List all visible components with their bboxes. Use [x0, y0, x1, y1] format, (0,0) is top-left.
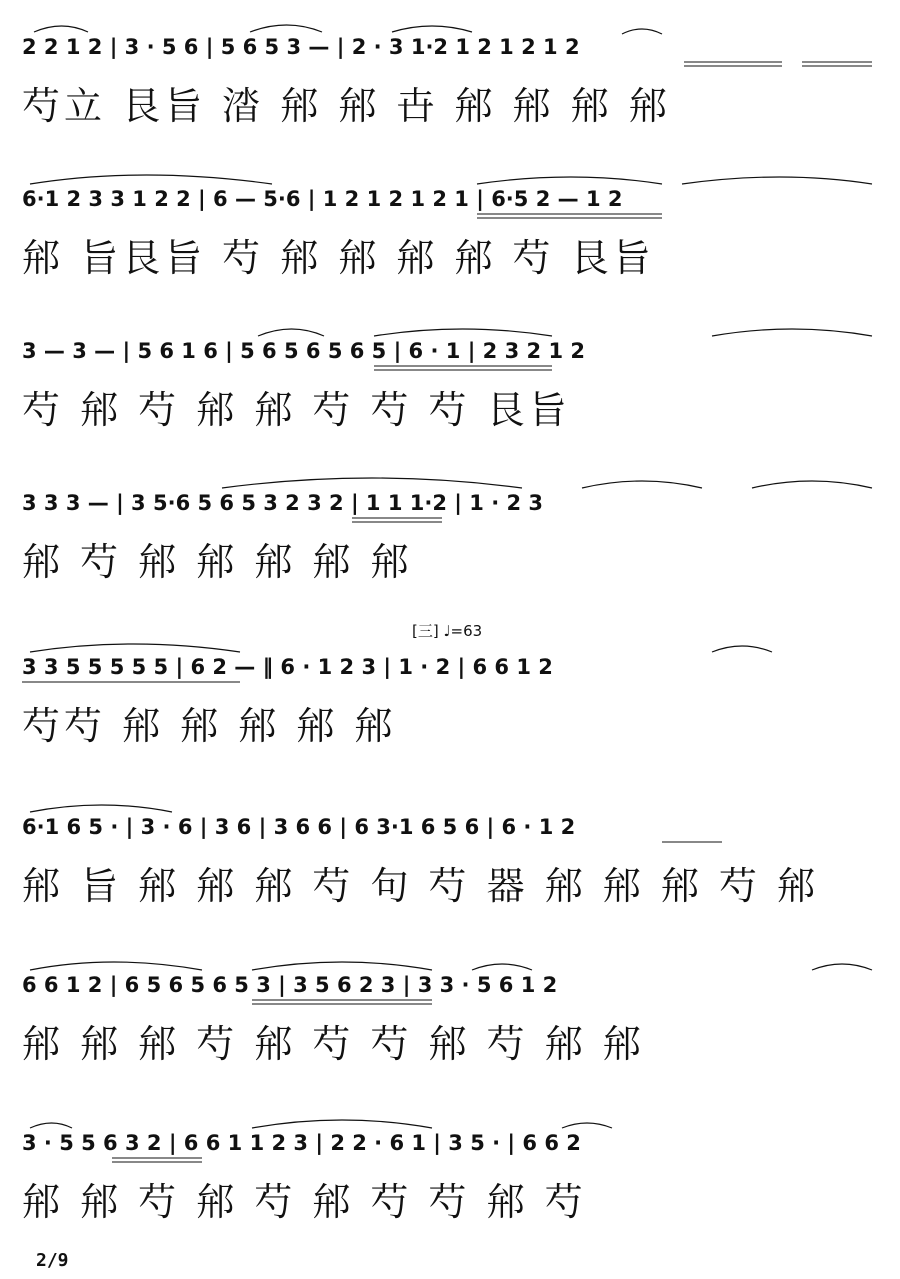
jianpu-line: 3 3 3 — | 3 5·6 5 6 5 3 2 3 2 | 1 1 1·2 | 1 · 2 3	[22, 491, 544, 515]
score-system-7	[22, 958, 882, 1088]
jianpu-notation-row	[22, 1116, 882, 1170]
jianzi-tablature-row: 芍芍 𨚕 𨚕 𨚕 𨚕 𨚕	[22, 704, 397, 748]
page-number: 2/9	[36, 1250, 69, 1271]
score-system-4	[22, 476, 882, 606]
jianzi-tablature-row: 芍 𨚕 芍 𨚕 𨚕 芍 芍 芍 艮旨	[22, 388, 571, 432]
jianzi-tablature-row: 𨚕 旨艮旨 芍 𨚕 𨚕 𨚕 𨚕 芍 艮旨	[22, 236, 655, 280]
jianpu-line: 3 — 3 — | 5 6 1 6 | 5 6 5 6 5 6 5 | 6 · 1 | 2 3 2 1 2	[22, 339, 585, 363]
jianzi-tablature-row: 𨚕 𨚕 芍 𨚕 芍 𨚕 芍 芍 𨚕 芍	[22, 1180, 587, 1224]
jianzi-tablature-row: 𨚕 芍 𨚕 𨚕 𨚕 𨚕 𨚕	[22, 540, 413, 584]
score-system-8	[22, 1116, 882, 1246]
score-system-6	[22, 800, 882, 930]
jianzi-tablature-row: 𨚕 旨 𨚕 𨚕 𨚕 芍 句 芍 器 𨚕 𨚕 𨚕 芍 𨚕	[22, 864, 820, 908]
jianpu-notation-row	[22, 172, 882, 226]
jianpu-line: 3 · 5 5 6 3 2 | 6 6 1 1 2 3 | 2 2 · 6 1 | 3 5 · | 6 6 2	[22, 1131, 581, 1155]
jianpu-line: 3 3 5 5 5 5 5 | 6 2 — ‖ 6 · 1 2 3 | 1 · 2 | 6 6 1 2	[22, 655, 553, 679]
jianpu-notation-row	[22, 324, 882, 378]
score-system-1	[22, 20, 882, 150]
score-system-5	[22, 640, 882, 770]
jianpu-line: 2 2 1 2 | 3 · 5 6 | 5 6 5 3 — | 2 · 3 1·2 1 2 1 2 1 2	[22, 35, 580, 59]
jianzi-tablature-row: 芍立 艮旨 涾 𨚕 𨚕 卋 𨚕 𨚕 𨚕 𨚕	[22, 84, 671, 128]
jianpu-notation-row	[22, 958, 882, 1012]
score-system-3	[22, 324, 882, 454]
jianpu-line: 6 6 1 2 | 6 5 6 5 6 5 3 | 3 5 6 2 3 | 3 3 · 5 6 1 2	[22, 973, 558, 997]
jianpu-notation-row	[22, 20, 882, 74]
score-system-2	[22, 172, 882, 302]
section-tempo-marker: [三] ♩=63	[412, 622, 483, 640]
jianpu-notation-row	[22, 640, 882, 694]
jianpu-notation-row	[22, 476, 882, 530]
jianpu-notation-row	[22, 800, 882, 854]
jianpu-line: 6·1 6 5 · | 3 · 6 | 3 6 | 3 6 6 | 6 3·1 6 5 6 | 6 · 1 2	[22, 815, 576, 839]
jianpu-line: 6·1 2 3 3 1 2 2 | 6 — 5·6 | 1 2 1 2 1 2 1 | 6·5 2 — 1 2	[22, 187, 623, 211]
jianzi-tablature-row: 𨚕 𨚕 𨚕 芍 𨚕 芍 芍 𨚕 芍 𨚕 𨚕	[22, 1022, 645, 1066]
